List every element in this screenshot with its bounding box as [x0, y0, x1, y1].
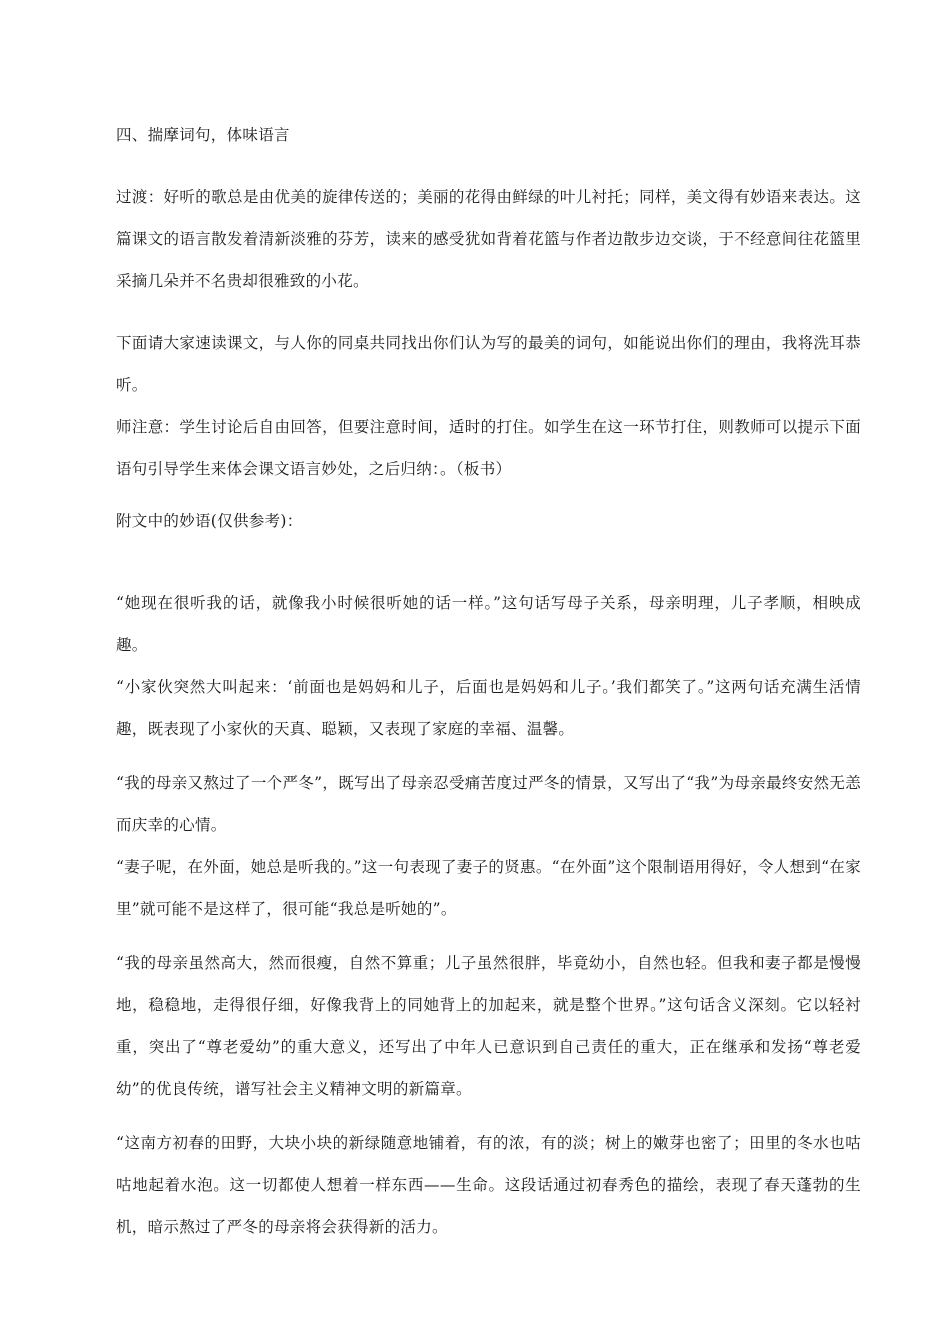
instruction-paragraph: 下面请大家速读课文，与人你的同桌共同找出你们认为写的最美的词句，如能说出你们的理由，我将洗耳恭听。: [116, 334, 861, 394]
appendix-title: 附文中的妙语(仅供参考)：: [116, 512, 303, 530]
quote-paragraph-4: “妻子呢，在外面，她总是听我的。”这一句表现了妻子的贤惠。“在外面”这个限制语用得好，令人想到“在家里”就可能不是这样了，很可能“我总是听她的”。: [116, 858, 861, 918]
quote-paragraph-2: “小家伙突然大叫起来：‘前面也是妈妈和儿子，后面也是妈妈和儿子。’我们都笑了。”这两句话充满生活情趣，既表现了小家伙的天真、聪颖，又表现了家庭的幸福、温馨。: [116, 678, 861, 738]
quote-paragraph-6: “这南方初春的田野，大块小块的新绿随意地铺着，有的浓，有的淡；树上的嫩芽也密了；田里的冬水也咕咕地起着水泡。这一切都使人想着一样东西——生命。这段话通过初春秀色的描绘，表现了春天蓬勃的生机，暗示熬过了严冬的母亲将会获得新的活力。: [116, 1134, 861, 1236]
transition-paragraph: 过渡：好听的歌总是由优美的旋律传送的；美丽的花得由鲜绿的叶儿衬托；同样，美文得有妙语来表达。这篇课文的语言散发着清新淡雅的芬芳，读来的感受犹如背着花篮与作者边散步边交谈，于不经意间往花篮里采摘几朵并不名贵却很雅致的小花。: [116, 188, 861, 290]
quote-paragraph-5: “我的母亲虽然高大，然而很瘦，自然不算重；儿子虽然很胖，毕竟幼小，自然也轻。但我和妻子都是慢慢地，稳稳地，走得很仔细，好像我背上的同她背上的加起来，就是整个世界。”这句话含义深刻。它以轻衬重，突出了“尊老爱幼”的重大意义，还写出了中年人已意识到自己责任的重大，正在继承和发扬“尊老爱幼”的优良传统，谱写社会主义精神文明的新篇章。: [116, 954, 861, 1098]
quote-paragraph-1: “她现在很听我的话，就像我小时候很听她的话一样。”这句话写母子关系，母亲明理，儿子孝顺，相映成趣。: [116, 594, 861, 654]
section-heading: 四、揣摩词句，体味语言: [116, 126, 290, 144]
teacher-note-paragraph: 师注意：学生讨论后自由回答，但要注意时间，适时的打住。如学生在这一环节打住，则教师可以提示下面语句引导学生来体会课文语言妙处，之后归纳：。（板书）: [116, 418, 861, 478]
quote-paragraph-3: “我的母亲又熬过了一个严冬”，既写出了母亲忍受痛苦度过严冬的情景，又写出了“我”为母亲最终安然无恙而庆幸的心情。: [116, 774, 861, 834]
